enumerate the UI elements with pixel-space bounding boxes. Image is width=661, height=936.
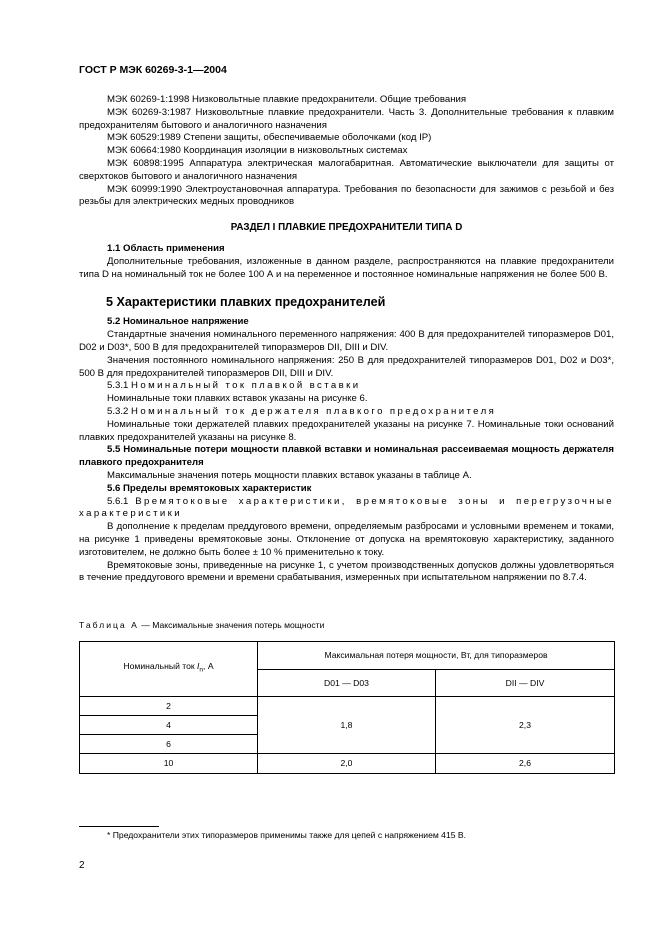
table-caption-label: Таблица А [79, 620, 139, 631]
clause-5-6-1-heading [79, 496, 614, 522]
cell-loss-d01: 2,0 [258, 754, 436, 774]
reference-item: МЭК 60664:1980 Координация изоляции в низковольтных системах [107, 145, 408, 157]
cell-current: 2 [80, 697, 258, 716]
clause-5-3-2-title: Номинальный ток держателя плавкого предохранителя [131, 405, 497, 417]
subheader-dii-div: DII — DIV [436, 670, 615, 697]
document-body [79, 94, 614, 774]
reference-item: МЭК 60999:1990 Электроустановочная аппаратура. Требования по безопасности для зажимов с резьбой и без резьбы для электрических медных проводников [79, 183, 614, 208]
clause-5-2-text-1: Стандартные значения номинального переменного напряжения: 400 В для предохранителей типоразмеров D01, D02 и D03*, 500 В для предохранителей типоразмеров DII, DIII и DIV. [79, 329, 614, 353]
clause-5-3-2-text: Номинальные токи держателей плавких предохранителей указаны на рисунке 7. Номинальные токи оснований плавких предохранителей указаны на рисунке 8. [79, 418, 614, 443]
clause-5-2-title: 5.2 Номинальное напряжение [107, 316, 249, 328]
clause-5-3-1-heading [79, 380, 614, 393]
footnote: * Предохранители этих типоразмеров применимы также для цепей с напряжением 415 В. [107, 830, 467, 840]
chapter-5-title: 5 Характеристики плавких предохранителей [106, 295, 386, 310]
clause-5-3-2-heading [79, 406, 614, 419]
clause-5-3-1-text: Номинальные токи плавких вставок указаны на рисунке 6. [107, 393, 368, 405]
cell-current: 4 [80, 716, 258, 735]
table-caption-text: — Максимальные значения потерь мощности [141, 620, 325, 631]
header-max-loss: Максимальная потеря мощности, Вт, для типоразмеров [258, 642, 615, 670]
clause-1-1-title: 1.1 Область применения [107, 242, 225, 254]
cell-current: 10 [80, 754, 258, 774]
cell-loss-d01: 1,8 [258, 697, 436, 754]
references-list [79, 94, 614, 209]
clause-number: 5.6.1 [107, 495, 129, 507]
section-title: РАЗДЕЛ I ПЛАВКИЕ ПРЕДОХРАНИТЕЛИ ТИПА D [230, 222, 463, 234]
clause-5-6-1-title: Времятоковые характеристики, времятоковые зоны и перегрузочные характеристики [79, 495, 614, 520]
clause-5-5-text: Максимальные значения потерь мощности плавких вставок указаны в таблице А. [107, 469, 472, 481]
clause-number: 5.3.1 [107, 380, 129, 392]
subheader-d01-d03: D01 — D03 [258, 670, 436, 697]
table-caption [79, 619, 614, 631]
clause-5-3-1-title: Номинальный ток плавкой вставки [131, 380, 361, 392]
table-row [80, 754, 615, 774]
reference-item: МЭК 60269-1:1998 Низковольтные плавкие предохранители. Общие требования [107, 94, 467, 105]
clause-1-1-text: Дополнительные требования, изложенные в данном разделе, распространяются на плавкие предохранители типа D на номинальный ток не более 100 А и на переменное и постоянное номинальные напряжения не более 500 В. [79, 255, 614, 280]
reference-item: МЭК 60529:1989 Степени защиты, обеспечиваемые оболочками (код IP) [107, 132, 432, 144]
clause-5-6-1-text-1: В дополнение к пределам преддугового времени, определяемым разбросами и условными временем и токами, на рисунке 1 приведены времятоковые зоны. Отклонение от допуска на времятоковую характеристику, заданного изготовителем, не должно быть более ± 10 % применительно к току. [79, 521, 614, 558]
table-row [80, 697, 615, 716]
cell-loss-dii: 2,3 [436, 697, 615, 754]
clause-5-2-text-2: Значения постоянного номинального напряжения: 250 В для предохранителей типоразмеров D01, D02 и D03*, 500 В для предохранителей типоразмеров DII, DIII и DIV. [79, 354, 614, 379]
clause-5-6-title: 5.6 Пределы времятоковых характеристик [107, 482, 312, 494]
power-loss-table [79, 641, 615, 774]
standard-header: ГОСТ Р МЭК 60269-3-1—2004 [79, 64, 227, 76]
footnote-rule [79, 826, 159, 827]
header-rated-current: Номинальный ток $I_n$, А [80, 642, 258, 697]
reference-item: МЭК 60269-3:1987 Низковольтные плавкие предохранители. Часть 3. Дополнительные требования к плавким предохранителям бытового и аналогичного назначения [79, 106, 614, 131]
page-number: 2 [79, 860, 85, 871]
clause-5-6-1-text-2: Времятоковые зоны, приведенные на рисунке 1, с учетом производственных допусков должны удовлетворяться в течение преддугового времени и времени срабатывания, измеренных при испытательном напряжении по 8.7.4. [79, 559, 614, 584]
reference-item: МЭК 60898:1995 Аппаратура электрическая малогабаритная. Автоматические выключатели для защиты от сверхтоков бытового и аналогичного назначения [79, 157, 614, 182]
cell-current: 6 [80, 735, 258, 754]
clause-5-5-title: 5.5 Номинальные потери мощности плавкой вставки и номинальная рассеиваемая мощность держателя плавкого предохранителя [79, 444, 614, 469]
clause-number: 5.3.2 [107, 405, 129, 417]
cell-loss-dii: 2,6 [436, 754, 615, 774]
